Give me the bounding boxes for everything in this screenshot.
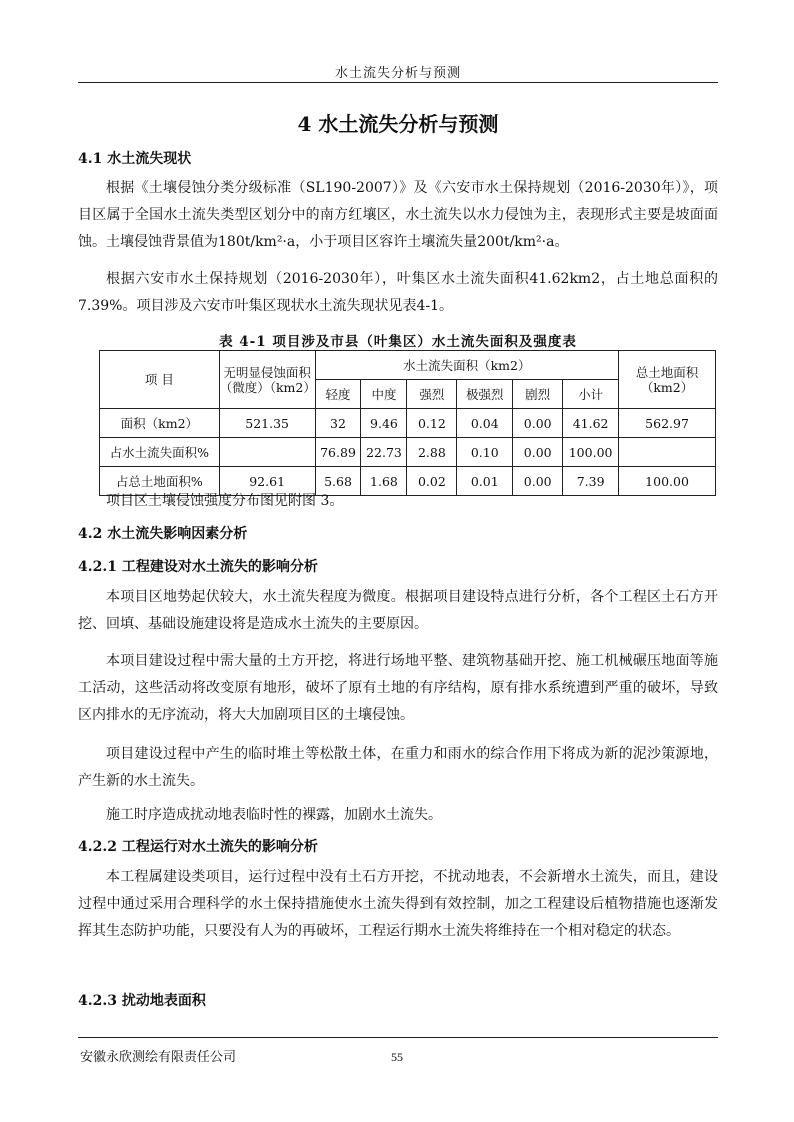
header-col: 强烈: [407, 380, 457, 409]
section-4-2-3-heading: 4.2.3 扰动地表面积: [78, 993, 206, 1009]
paragraph: 根据《土壤侵蚀分类分级标准（SL190-2007）》及《六安市水土保持规划（2016-2030年）》，项目区属于全国水土流失类型区划分中的南方红壤区，水土流失以水力侵蚀为主，表现形式主要是坡面面蚀。土壤侵蚀背景值为180t/km²·a，小于项目区容许土壤流失量200t/km²·a。: [78, 180, 718, 250]
table-cell: 100.00: [563, 438, 619, 467]
header-col: 轻度: [315, 380, 361, 409]
header-col: 剧烈: [513, 380, 563, 409]
running-header: 水土流失分析与预测: [334, 66, 461, 81]
table-cell: 0.00: [513, 438, 563, 467]
header-rule: [78, 82, 718, 83]
table-cell: 0.00: [513, 409, 563, 438]
table-cell: 7.39: [563, 467, 619, 496]
footer-company: 安徽永欣测绘有限责任公司: [80, 1050, 237, 1065]
table-cell: 2.88: [407, 438, 457, 467]
paragraph: 本项目区地势起伏较大，水土流失程度为微度。根据项目建设特点进行分析，各个工程区土石方开挖、回填、基础设施建设将是造成水土流失的主要原因。: [78, 589, 718, 632]
table-cell: 0.12: [407, 409, 457, 438]
paragraph: 本项目建设过程中需大量的土方开挖，将进行场地平整、建筑物基础开挖、施工机械碾压地面等施工活动，这些活动将改变原有地形，破坏了原有土地的有序结构，原有排水系统遭到严重的破坏，导致区内排水的无序流动，将大大加剧项目区的土壤侵蚀。: [78, 653, 718, 723]
row-label: 面积（km2）: [100, 409, 220, 438]
header-col: 小计: [563, 380, 619, 409]
table-cell: 521.35: [219, 409, 315, 438]
table-cell: 0.01: [457, 467, 513, 496]
table-cell: 0.10: [457, 438, 513, 467]
paragraph: 根据六安市水土保持规划（2016-2030年），叶集区水土流失面积41.62km2，占土地总面积的7.39%。项目涉及六安市叶集区现状水土流失现状见表4-1。: [78, 271, 718, 314]
paragraph: 项目建设过程中产生的临时堆土等松散土体，在重力和雨水的综合作用下将成为新的泥沙策源地，产生新的水土流失。: [78, 746, 718, 789]
table-header-row: [100, 351, 716, 380]
table-cell: 22.73: [361, 438, 407, 467]
paragraph: 项目区土壤侵蚀强度分布图见附图 3。: [106, 493, 344, 509]
header-erosion-area: 水土流失面积（km2）: [315, 351, 619, 380]
table-row: [100, 409, 716, 438]
table-cell: 9.46: [361, 409, 407, 438]
page-number: 55: [391, 1050, 403, 1064]
chapter-title: 4 水土流失分析与预测: [297, 112, 499, 136]
footer-rule: [78, 1037, 718, 1038]
table-row: [100, 438, 716, 467]
paragraph: 施工时序造成扰动地表临时性的裸露，加剧水土流失。: [106, 807, 442, 823]
section-4-2-2-heading: 4.2.2 工程运行对水土流失的影响分析: [78, 839, 318, 855]
table-cell: 0.02: [407, 467, 457, 496]
header-total-area: 总土地面积（km2）: [619, 351, 716, 409]
table-cell: 1.68: [361, 467, 407, 496]
header-item: 项 目: [100, 351, 220, 409]
table-cell: 92.61: [219, 467, 315, 496]
section-4-1-heading: 4.1 水土流失现状: [78, 151, 192, 167]
table-cell: [619, 438, 716, 467]
table-cell: 562.97: [619, 409, 716, 438]
table-cell: 100.00: [619, 467, 716, 496]
header-no-erosion: 无明显侵蚀面积（微度）（km2）: [219, 351, 315, 409]
erosion-table: [99, 350, 716, 496]
header-col: 中度: [361, 380, 407, 409]
paragraph: 本工程属建设类项目，运行过程中没有土石方开挖，不扰动地表，不会新增水土流失，而且，建设过程中通过采用合理科学的水土保持措施使水土流失得到有效控制，加之工程建设后植物措施也逐渐发挥其生态防护功能，只要没有人为的再破坏，工程运行期水土流失将维持在一个相对稳定的状态。: [78, 869, 718, 939]
table-cell: 5.68: [315, 467, 361, 496]
header-col: 极强烈: [457, 380, 513, 409]
table-cell: 0.00: [513, 467, 563, 496]
table-cell: 32: [315, 409, 361, 438]
table-cell: 0.04: [457, 409, 513, 438]
section-4-2-heading: 4.2 水土流失影响因素分析: [78, 526, 248, 542]
row-label: 占总土地面积%: [100, 467, 220, 496]
row-label: 占水土流失面积%: [100, 438, 220, 467]
table-cell: [219, 438, 315, 467]
table-cell: 41.62: [563, 409, 619, 438]
table-cell: 76.89: [315, 438, 361, 467]
table-caption: 表 4-1 项目涉及市县（叶集区）水土流失面积及强度表: [219, 334, 577, 350]
section-4-2-1-heading: 4.2.1 工程建设对水土流失的影响分析: [78, 559, 318, 575]
